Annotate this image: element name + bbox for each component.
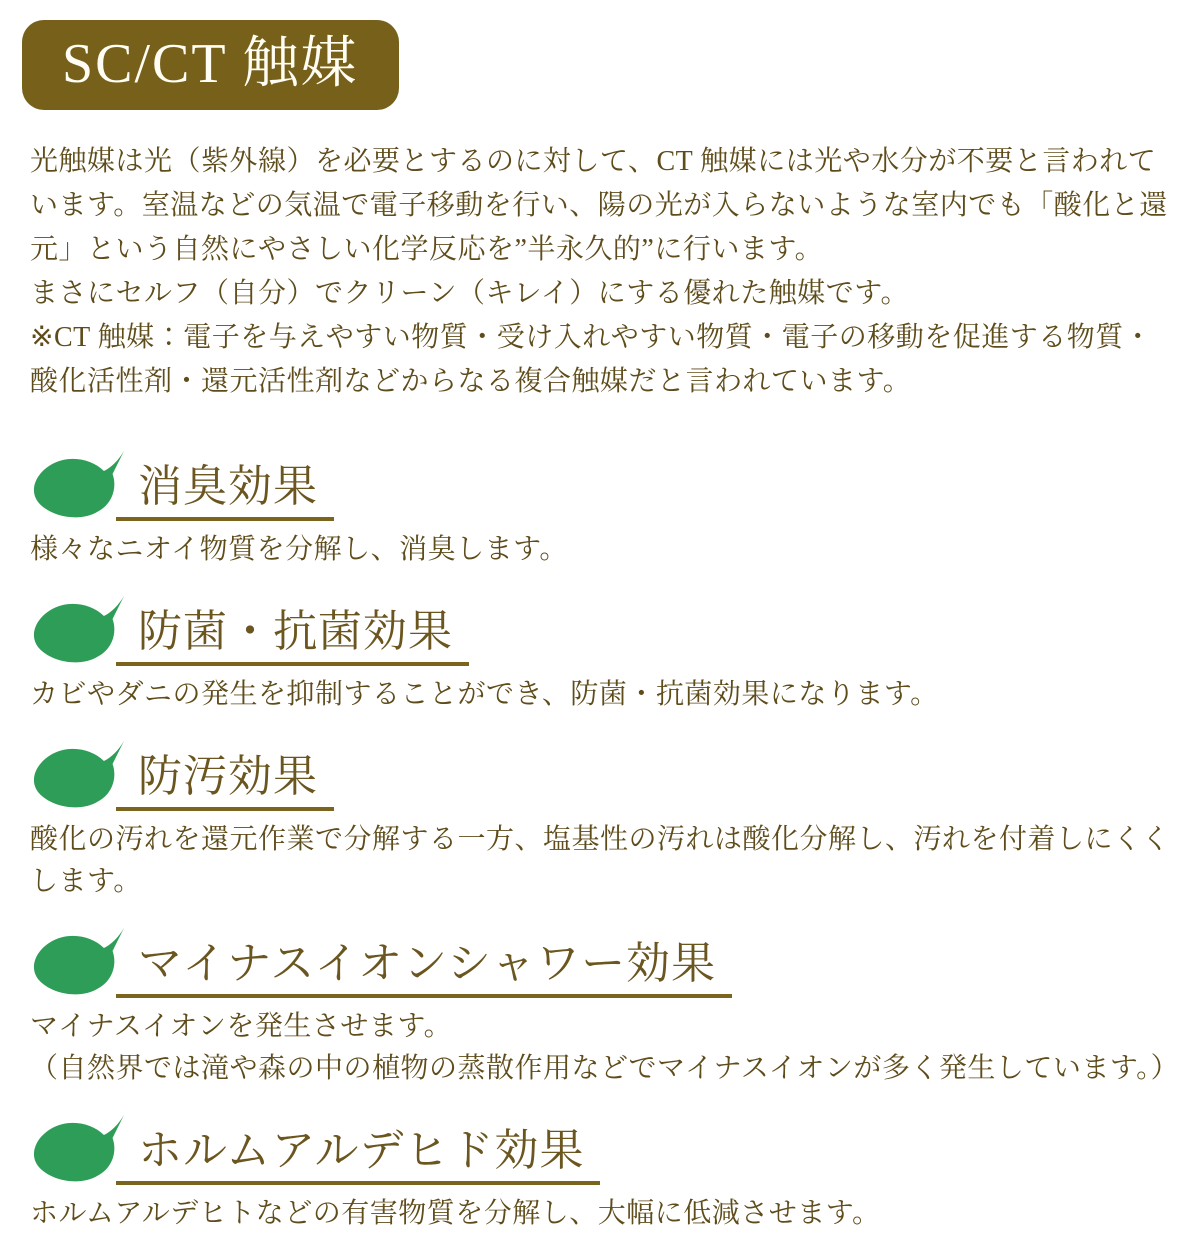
feature-heading-row — [30, 593, 1170, 666]
intro-paragraph: まさにセルフ（自分）でクリーン（キレイ）にする優れた触媒です。 — [30, 278, 910, 309]
feature-description — [30, 819, 1170, 903]
feature-description — [30, 1006, 1180, 1090]
feature-title: ホルムアルデヒド効果 — [116, 1128, 600, 1185]
feature-description — [30, 529, 1170, 571]
intro-paragraph: ※CT 触媒：電子を与えやすい物質・受け入れやすい物質・電子の移動を促進する物質・酸化活性剤・還元活性剤などからなる複合触媒だと言われています。 — [30, 322, 1153, 397]
feature-title: 防汚効果 — [116, 754, 334, 811]
feature-description-line: マイナスイオンを発生させます。 — [30, 1011, 453, 1042]
feature-description-line: カビやダニの発生を抑制することができ、防菌・抗菌効果になります。 — [30, 679, 939, 710]
feature-section-antibacterial — [30, 593, 1170, 716]
feature-title: マイナスイオンシャワー効果 — [116, 941, 732, 998]
feature-heading-row — [30, 925, 1170, 998]
leaf-icon — [30, 1112, 126, 1185]
feature-description-line: （自然界では滝や森の中の植物の蒸散作用などでマイナスイオンが多く発生しています。） — [30, 1053, 1180, 1084]
feature-description-line: ホルムアルデヒトなどの有害物質を分解し、大幅に低減させます。 — [30, 1198, 881, 1229]
feature-description — [30, 1193, 1170, 1235]
feature-section-deodorizing — [30, 448, 1170, 571]
leaf-icon — [30, 448, 126, 521]
feature-heading-row — [30, 738, 1170, 811]
feature-description-line: 酸化の汚れを還元作業で分解する一方、塩基性の汚れは酸化分解し、汚れを付着しにくくします。 — [30, 824, 1171, 897]
leaf-icon — [30, 738, 126, 811]
leaf-icon — [30, 925, 126, 998]
feature-section-negative-ion — [30, 925, 1180, 1090]
feature-title: 消臭効果 — [116, 464, 334, 521]
intro-paragraph: 光触媒は光（紫外線）を必要とするのに対して、CT 触媒には光や水分が不要と言われています。室温などの気温で電子移動を行い、陽の光が入らないような室内でも「酸化と還元」という自然にやさしい化学反応を”半永久的”に行います。 — [30, 146, 1168, 265]
leaf-icon — [30, 593, 126, 666]
feature-description — [30, 674, 1170, 716]
product-badge: SC/CT 触媒 — [22, 20, 399, 110]
feature-description-line: 様々なニオイ物質を分解し、消臭します。 — [30, 534, 568, 565]
feature-section-antifouling — [30, 738, 1170, 903]
feature-section-formaldehyde — [30, 1112, 1170, 1235]
intro-text — [30, 140, 1170, 404]
feature-heading-row — [30, 448, 1170, 521]
feature-title: 防菌・抗菌効果 — [116, 609, 469, 666]
feature-heading-row — [30, 1112, 1170, 1185]
